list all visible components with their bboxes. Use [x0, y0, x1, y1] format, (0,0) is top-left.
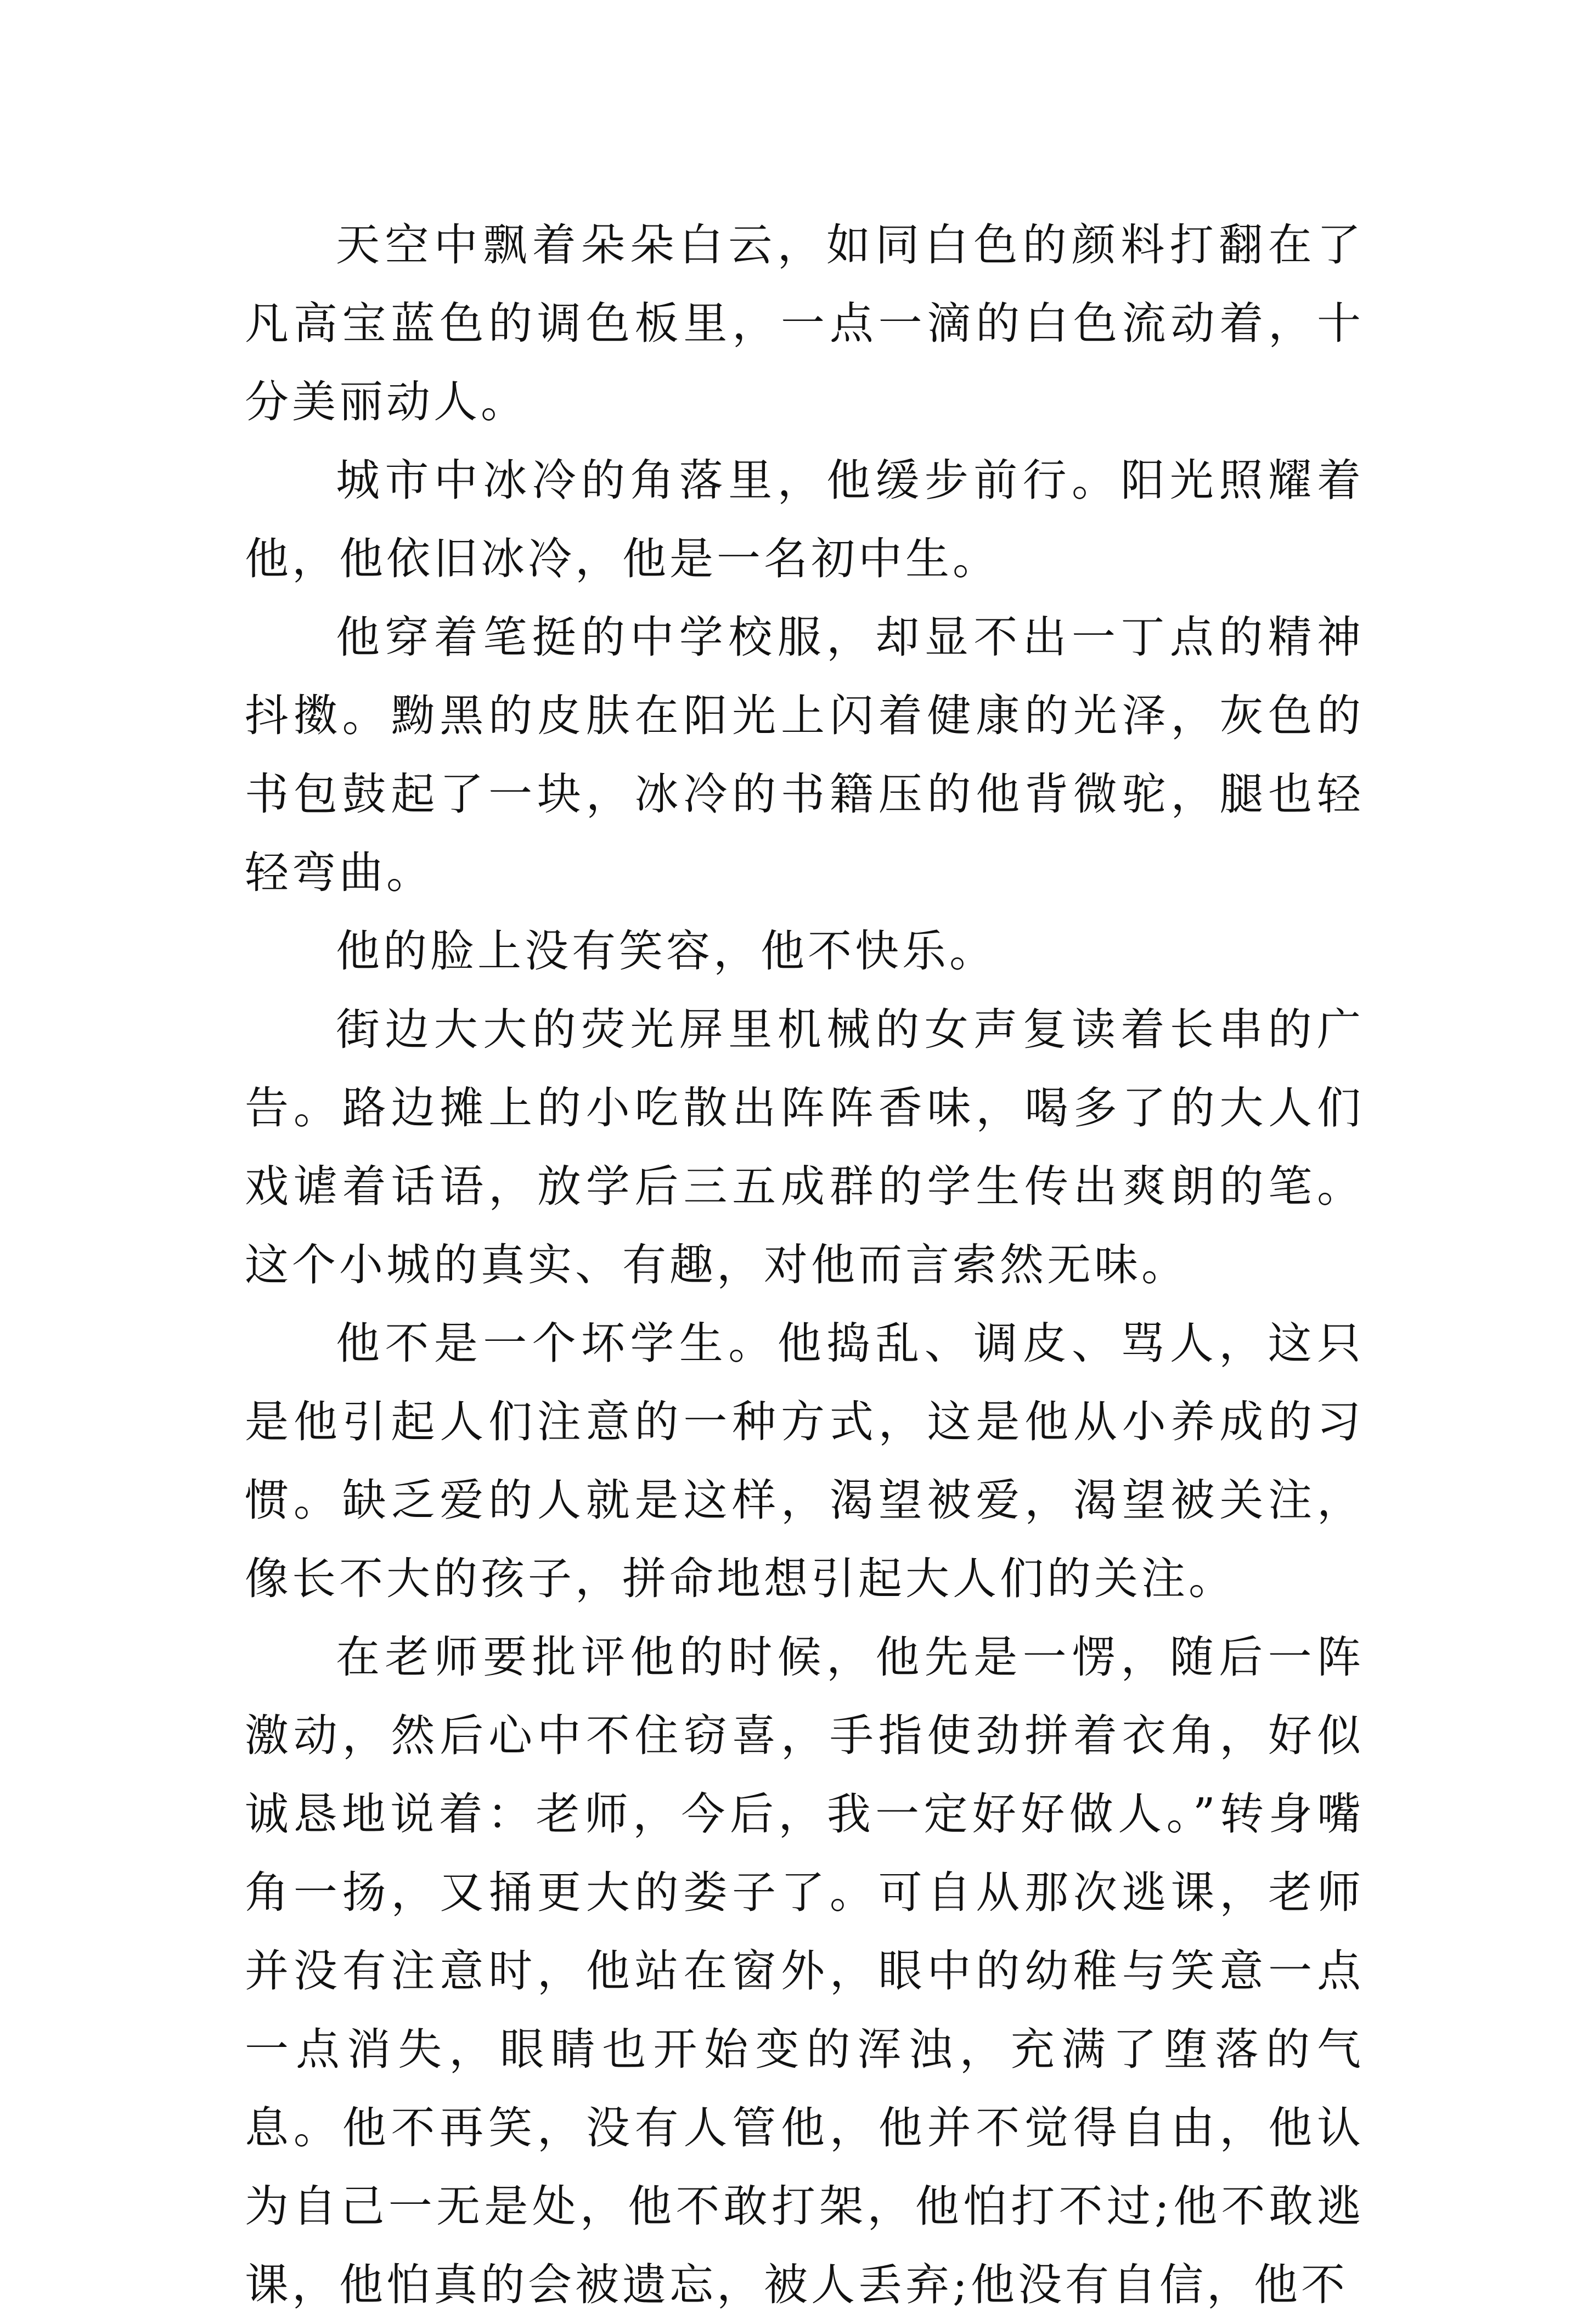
paragraph-4: 他的脸上没有笑容，他不快乐。	[336, 926, 996, 977]
paragraph-1: 天空中飘着朵朵白云，如同白色的颜料打翻在了凡高宝蓝色的调色板里，一点一滴的白色流动着，十分美丽动人。	[245, 219, 1364, 427]
paragraph-3: 他穿着笔挺的中学校服，却显不出一丁点的精神抖擞。黝黑的皮肤在阳光上闪着健康的光泽，灰色的书包鼓起了一块，冰冷的书籍压的他背微驼，腿也轻轻弯曲。	[245, 612, 1364, 898]
paragraph-5: 街边大大的荧光屏里机械的女声复读着长串的广告。路边摊上的小吃散出阵阵香味，喝多了的大人们戏谑着话语，放学后三五成群的学生传出爽朗的笔。这个小城的真实、有趣，对他而言索然无味。	[245, 1004, 1364, 1290]
paragraph-2: 城市中冰冷的角落里，他缓步前行。阳光照耀着他，他依旧冰冷，他是一名初中生。	[245, 455, 1364, 584]
paragraph-6: 他不是一个坏学生。他捣乱、调皮、骂人，这只是他引起人们注意的一种方式，这是他从小养成的习惯。缺乏爱的人就是这样，渴望被爱，渴望被关注，像长不大的孩子，拼命地想引起大人们的关注。	[245, 1318, 1364, 1604]
paragraph-7: 在老师要批评他的时候，他先是一愣，随后一阵激动，然后心中不住窃喜，手指使劲拼着衣角，好似诚恳地说着：老师，今后，我一定好好做人。”转身嘴角一扬，又捅更大的娄子了。可自从那次逃课，老师并没有注意时，他站在窗外，眼中的幼稚与笑意一点一点消失，眼睛也开始变的浑浊，充满了堕落的气息。他不再笑，没有人管他，他并不觉得自由，他认为自己一无是处，他不敢打架，他怕打不过;他不敢逃课，他怕真的会被遗忘，被人丢弃;他没有自信，他不	[245, 1632, 1364, 2310]
essay-body	[245, 206, 1364, 2324]
